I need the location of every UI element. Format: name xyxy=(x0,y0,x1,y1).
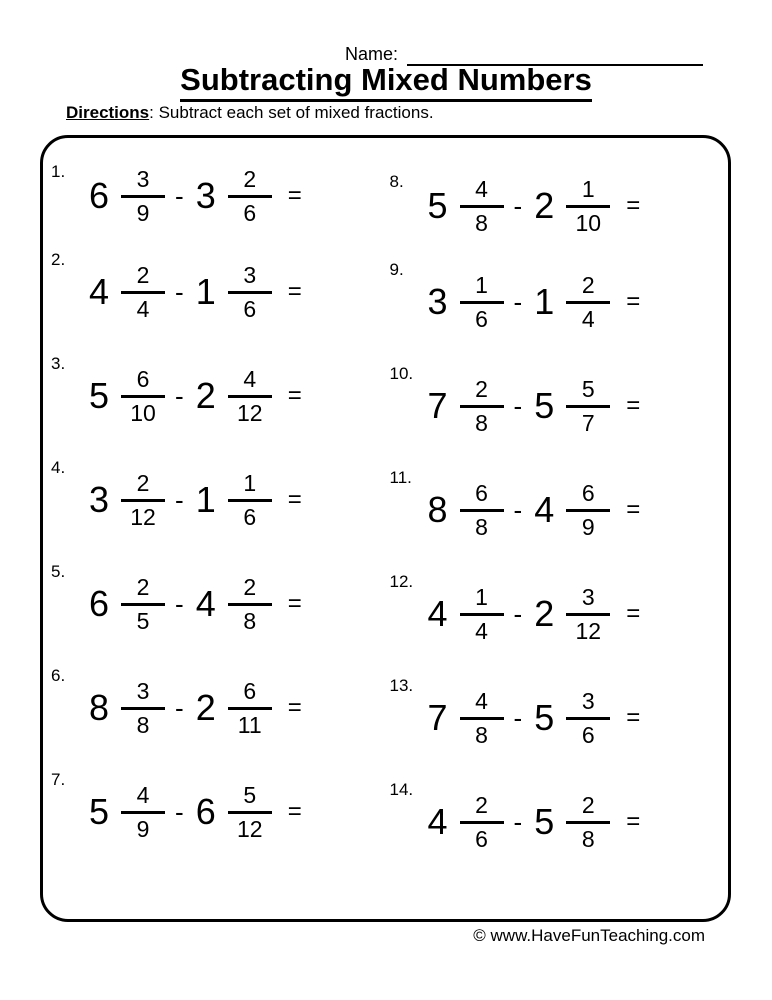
problem-number: 7. xyxy=(51,770,66,789)
problems-column-left xyxy=(51,152,390,919)
minuend-whole-number: 5 xyxy=(89,375,110,416)
minuend-denominator: 4 xyxy=(475,617,488,644)
subtrahend-fraction xyxy=(566,480,610,540)
problem-row xyxy=(51,344,390,448)
name-label: Name: xyxy=(345,44,399,64)
minuend-fraction xyxy=(121,166,165,226)
subtrahend-numerator: 2 xyxy=(228,574,272,605)
subtrahend-denominator: 8 xyxy=(581,825,595,852)
subtrahend-fraction xyxy=(228,262,272,322)
problem-row xyxy=(390,250,729,354)
equals-sign: = xyxy=(626,496,641,523)
subtrahend-whole-number: 2 xyxy=(534,185,555,226)
minus-sign: - xyxy=(175,484,184,515)
subtrahend-fraction xyxy=(228,782,272,842)
minuend-denominator: 8 xyxy=(475,721,488,748)
minuend-fraction xyxy=(121,678,165,738)
subtrahend-numerator: 4 xyxy=(228,366,272,397)
page-title-text: Subtracting Mixed Numbers xyxy=(180,62,592,102)
minus-sign: - xyxy=(175,796,184,827)
equals-sign: = xyxy=(626,704,641,731)
problem-number: 10. xyxy=(389,364,414,383)
minuend-whole-number: 8 xyxy=(89,687,110,728)
minuend-numerator: 3 xyxy=(121,678,165,709)
minus-sign: - xyxy=(513,190,523,221)
subtrahend-numerator: 6 xyxy=(566,480,610,511)
minuend-whole-number: 3 xyxy=(89,479,110,520)
problem-number: 11. xyxy=(389,468,412,487)
minuend-whole-number: 6 xyxy=(89,175,110,216)
minuend-numerator: 2 xyxy=(460,376,504,407)
subtrahend-fraction xyxy=(228,574,272,634)
subtrahend-fraction xyxy=(566,376,610,436)
subtrahend-denominator: 10 xyxy=(575,209,602,236)
minuend-numerator: 4 xyxy=(460,688,504,719)
minus-sign: - xyxy=(513,390,523,421)
subtrahend-numerator: 1 xyxy=(228,470,272,501)
minuend-denominator: 8 xyxy=(475,409,488,436)
subtrahend-numerator: 1 xyxy=(566,176,610,207)
directions xyxy=(66,103,434,123)
subtrahend-numerator: 2 xyxy=(228,166,272,197)
problem-number: 6. xyxy=(51,666,66,685)
equals-sign: = xyxy=(626,288,641,315)
minuend-whole-number: 4 xyxy=(89,271,110,312)
problem-row xyxy=(390,666,729,770)
subtrahend-whole-number: 5 xyxy=(534,801,555,842)
equals-sign: = xyxy=(626,600,641,627)
minuend-fraction xyxy=(460,480,504,540)
subtrahend-denominator: 12 xyxy=(236,399,263,426)
subtrahend-fraction xyxy=(566,176,610,236)
minuend-fraction xyxy=(121,262,165,322)
equals-sign: = xyxy=(287,486,302,513)
minuend-numerator: 2 xyxy=(460,792,504,823)
minuend-whole-number: 5 xyxy=(427,185,448,226)
subtrahend-whole-number: 3 xyxy=(195,175,216,216)
minuend-denominator: 6 xyxy=(475,305,488,332)
minus-sign: - xyxy=(513,286,523,317)
minuend-fraction xyxy=(460,176,504,236)
equals-sign: = xyxy=(287,798,302,825)
problem-number: 4. xyxy=(51,458,66,477)
subtrahend-whole-number: 2 xyxy=(195,375,216,416)
subtrahend-denominator: 6 xyxy=(243,503,257,530)
subtrahend-numerator: 5 xyxy=(566,376,610,407)
minuend-whole-number: 6 xyxy=(89,583,110,624)
problem-number: 1. xyxy=(51,162,66,181)
minuend-fraction xyxy=(121,470,165,530)
subtrahend-denominator: 6 xyxy=(243,295,257,322)
problem-row xyxy=(51,760,390,864)
minuend-fraction xyxy=(121,366,165,426)
minus-sign: - xyxy=(175,588,184,619)
subtrahend-denominator: 9 xyxy=(581,513,595,540)
subtrahend-numerator: 3 xyxy=(566,584,610,615)
problem-number: 13. xyxy=(389,676,414,695)
minuend-denominator: 5 xyxy=(136,607,150,634)
minuend-fraction xyxy=(460,376,504,436)
minuend-numerator: 2 xyxy=(121,262,165,293)
subtrahend-fraction xyxy=(566,272,610,332)
minus-sign: - xyxy=(513,702,523,733)
problem-row xyxy=(390,458,729,562)
minuend-numerator: 4 xyxy=(460,176,504,207)
minuend-numerator: 4 xyxy=(121,782,165,813)
subtrahend-whole-number: 2 xyxy=(195,687,216,728)
subtrahend-fraction xyxy=(228,166,272,226)
equals-sign: = xyxy=(287,590,302,617)
problem-row xyxy=(390,770,729,874)
minuend-numerator: 2 xyxy=(121,470,165,501)
subtrahend-numerator: 3 xyxy=(566,688,610,719)
minuend-fraction xyxy=(460,688,504,748)
subtrahend-numerator: 6 xyxy=(228,678,272,709)
problem-row xyxy=(51,552,390,656)
equals-sign: = xyxy=(626,192,641,219)
equals-sign: = xyxy=(287,278,302,305)
minuend-denominator: 8 xyxy=(475,513,488,540)
subtrahend-fraction xyxy=(228,678,272,738)
minuend-numerator: 2 xyxy=(121,574,165,605)
minus-sign: - xyxy=(175,276,184,307)
minuend-numerator: 3 xyxy=(121,166,165,197)
directions-label: Directions xyxy=(66,103,150,122)
subtrahend-fraction xyxy=(566,584,610,644)
problem-row xyxy=(51,152,390,240)
subtrahend-whole-number: 1 xyxy=(195,479,216,520)
minus-sign: - xyxy=(513,598,523,629)
problem-number: 3. xyxy=(51,354,66,373)
problem-row xyxy=(390,354,729,458)
problem-number: 9. xyxy=(389,260,404,279)
minuend-whole-number: 5 xyxy=(89,791,110,832)
subtrahend-denominator: 12 xyxy=(236,815,263,842)
minuend-denominator: 9 xyxy=(136,815,150,842)
minus-sign: - xyxy=(175,380,184,411)
page-title xyxy=(0,62,772,102)
minus-sign: - xyxy=(513,806,523,837)
equals-sign: = xyxy=(287,382,302,409)
minuend-fraction xyxy=(460,792,504,852)
subtrahend-fraction xyxy=(566,792,610,852)
problems-column-right xyxy=(390,152,729,919)
problem-number: 12. xyxy=(389,572,414,591)
problem-row xyxy=(51,656,390,760)
subtrahend-fraction xyxy=(228,470,272,530)
minuend-denominator: 9 xyxy=(136,199,150,226)
minuend-denominator: 6 xyxy=(475,825,488,852)
minuend-fraction xyxy=(460,272,504,332)
subtrahend-whole-number: 4 xyxy=(195,583,216,624)
equals-sign: = xyxy=(287,182,302,209)
minuend-fraction xyxy=(460,584,504,644)
subtrahend-whole-number: 2 xyxy=(534,593,555,634)
problem-row xyxy=(51,448,390,552)
minuend-numerator: 6 xyxy=(460,480,504,511)
minuend-whole-number: 3 xyxy=(427,281,448,322)
problem-row xyxy=(390,162,729,250)
minuend-denominator: 8 xyxy=(475,209,488,236)
minuend-fraction xyxy=(121,574,165,634)
problem-number: 2. xyxy=(51,250,66,269)
subtrahend-denominator: 11 xyxy=(237,711,262,738)
subtrahend-whole-number: 6 xyxy=(195,791,216,832)
minuend-denominator: 8 xyxy=(136,711,150,738)
equals-sign: = xyxy=(626,808,641,835)
minus-sign: - xyxy=(175,692,184,723)
subtrahend-whole-number: 1 xyxy=(195,271,216,312)
subtrahend-denominator: 8 xyxy=(243,607,257,634)
minuend-denominator: 12 xyxy=(130,503,156,530)
subtrahend-whole-number: 5 xyxy=(534,385,555,426)
subtrahend-whole-number: 5 xyxy=(534,697,555,738)
problems-box xyxy=(40,135,731,922)
subtrahend-numerator: 2 xyxy=(566,272,610,303)
minus-sign: - xyxy=(513,494,523,525)
minuend-whole-number: 4 xyxy=(427,801,448,842)
problem-number: 14. xyxy=(389,780,414,799)
minus-sign: - xyxy=(175,180,184,211)
minuend-whole-number: 8 xyxy=(427,489,448,530)
subtrahend-whole-number: 1 xyxy=(534,281,555,322)
subtrahend-numerator: 3 xyxy=(228,262,272,293)
subtrahend-denominator: 4 xyxy=(581,305,595,332)
minuend-numerator: 6 xyxy=(121,366,165,397)
subtrahend-fraction xyxy=(566,688,610,748)
subtrahend-denominator: 12 xyxy=(575,617,602,644)
subtrahend-whole-number: 4 xyxy=(534,489,555,530)
minuend-denominator: 4 xyxy=(136,295,150,322)
problem-number: 5. xyxy=(51,562,66,581)
problem-row xyxy=(390,562,729,666)
equals-sign: = xyxy=(287,694,302,721)
minuend-whole-number: 4 xyxy=(427,593,448,634)
minuend-numerator: 1 xyxy=(460,584,504,615)
subtrahend-denominator: 6 xyxy=(581,721,595,748)
subtrahend-denominator: 6 xyxy=(243,199,257,226)
subtrahend-denominator: 7 xyxy=(581,409,595,436)
minuend-whole-number: 7 xyxy=(427,697,448,738)
subtrahend-numerator: 5 xyxy=(228,782,272,813)
directions-text: : Subtract each set of mixed fractions. xyxy=(149,103,434,122)
minuend-fraction xyxy=(121,782,165,842)
problem-row xyxy=(51,240,390,344)
subtrahend-fraction xyxy=(228,366,272,426)
copyright-credit: © www.HaveFunTeaching.com xyxy=(473,926,705,945)
minuend-numerator: 1 xyxy=(460,272,504,303)
equals-sign: = xyxy=(626,392,641,419)
minuend-whole-number: 7 xyxy=(427,385,448,426)
problem-number: 8. xyxy=(389,172,404,191)
subtrahend-numerator: 2 xyxy=(566,792,610,823)
minuend-denominator: 10 xyxy=(130,399,156,426)
